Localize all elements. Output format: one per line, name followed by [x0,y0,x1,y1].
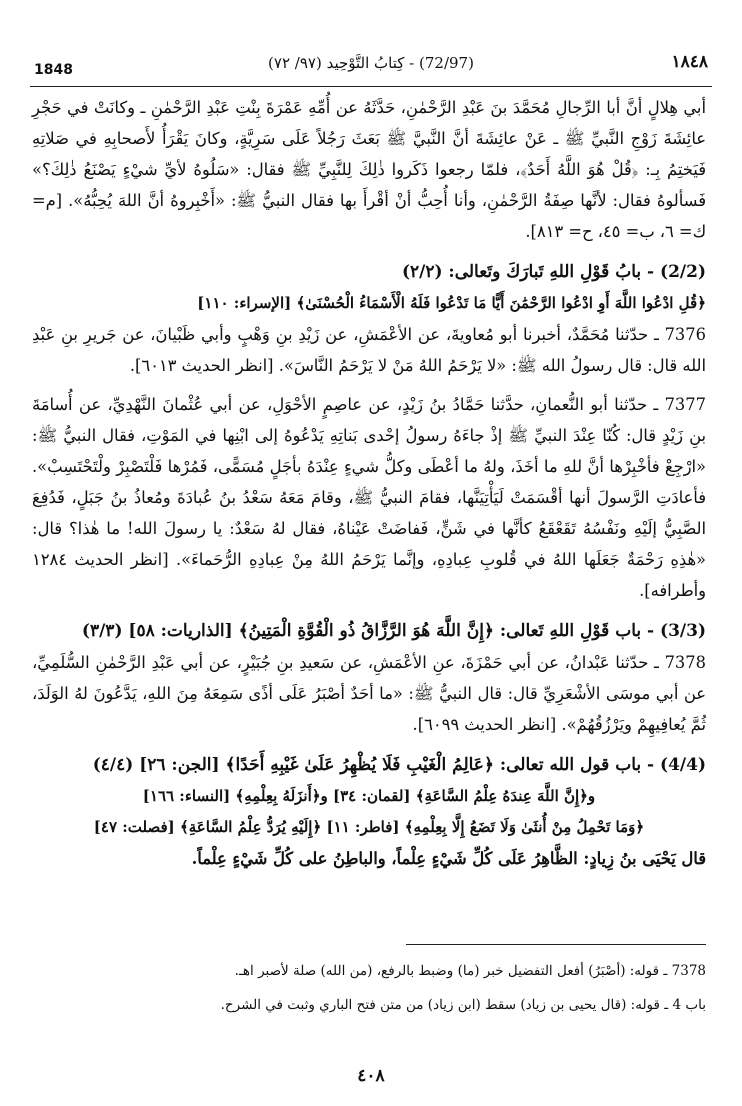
hadith-7377: 7377 ـ حدّثنا أبو النُّعمانِ، حدَّثنا حَمَّادُ بنُ زَيْدٍ، عن عاصِمٍ الأحْوَلِ، عن أبي عُثْمانَ النَّهْدِيِّ، عن أُسامَةَ بنِ زَيْدٍ قال: كُنّا عِنْدَ النبيِّ ﷺ إذْ جاءَهُ رسولُ إحْدى بَناتِهِ يَدْعُوهُ إلى ابْنِها في المَوْتِ، فقال النبيُّ ﷺ: «ارْجِعْ فأخْبِرْها أنَّ للهِ ما أخَذَ، ولهُ ما أعْطَى وكلُّ شيءٍ عِنْدَهُ بأجَلٍ مُسَمًّى، فَمُرْها فَلْتَصْبِرْ ولْتَحْتَسِبْ». فأعادَتِ الرَّسولَ أنها أقْسَمَتْ لَيَأْتِيَنَّها، فقامَ النبيُّ ﷺ، وقامَ مَعَهُ سَعْدُ بنُ عُبادَةَ ومُعاذُ بنُ جَبَلٍ، فَدُفِعَ الصَّبِيُّ إلَيْهِ ونَفْسُهُ تَقَعْقَعُ كأنَّها في شَنٍّ، فَفاضَتْ عَيْناهُ، فقال لهُ سَعْدٌ: يا رسولَ الله! ما هٰذا؟ قال: «هٰذِهِ رَحْمَةٌ جَعَلَها اللهُ في قُلوبِ عِبادِهِ، وإنَّما يَرْحَمُ اللهُ مِنْ عِبادِهِ الرُّحَماءَ». [انظر الحديث ١٢٨٤ وأطرافه]. [32,395,706,600]
footnote: باب 4 ـ قوله: (قال يحيى بن زياد) سقط (ابن زياد) من متن فتح الباري وثبت في الشرح. [220,997,706,1013]
page-footer-number: ٤٠٨ [357,1066,385,1086]
page-header [30,38,712,87]
page-number-latin: 1848 [34,62,73,78]
page-number-arabic: ١٨٤٨ [671,52,708,72]
narration-yahya: قال يَحْيَى بنُ زِيادٍ: الظَّاهِرُ عَلَى كُلِّ شَيْءٍ عِلْماً، والباطِنُ على كُلِّ شَيْءٍ عِلْماً. [191,849,706,868]
paragraph-continuation: أبي هِلالٍ أنَّ أبا الرِّجالِ مُحَمَّدَ بنَ عَبْدِ الرَّحْمٰنِ، حَدَّثَهُ عن أُمِّهِ عَمْرَةَ بِنْتِ عَبْدِ الرَّحْمٰنِ ـ وكانَتْ في حَجْرِ عائِشَةَ زَوْجِ النَّبيِّ ﷺ ـ عَنْ عائِشَةَ أنَّ النَّبيَّ ﷺ بَعَثَ رَجُلاً عَلَى سَرِيَّةٍ، وكانَ يَقْرَأُ لأَصحابِهِ في صَلاتِهِ فَيَختِمُ بِـ: ﴿قُلْ هُوَ اللَّهُ أَحَدٌ﴾، فلمّا رجعوا ذَكَروا ذٰلِكَ لِلنَّبِيِّ ﷺ فقال: «سَلُوهُ لأيِّ شيْءٍ يَصْنَعُ ذٰلِكَ؟» فَسألوهُ فقال: لأنَّها صِفَةُ الرَّحْمٰنِ، وأنا أُحِبُّ أنْ أقْرأَ بها فقال النبيُّ ﷺ: «أَخْبِروهُ أنَّ اللهَ يُحِبُّهُ». [م= ك= ٦، ب= ٤٥، ح= ٨١٣]. [32,98,706,241]
footnote: 7378 ـ قوله: (أصْبَرُ) أفعل التفضيل خبر (ما) وضبط بالرفع، (من الله) صلة لأصبر اهـ. [234,963,706,979]
hadith-7376: 7376 ـ حدّثنا مُحَمَّدٌ، أخبرنا أبو مُعاويةَ، عن الأعْمَشِ، عن زَيْدِ بنِ وَهْبٍ وأبي ظَبْيانَ، عن جَريرِ بنِ عَبْدِ الله قال: قال رسولُ الله ﷺ: «لا يَرْحَمُ اللهُ مَنْ لا يَرْحَمُ النَّاسَ». [انظر الحديث ٦٠١٣]. [32,325,706,375]
quran-verse: و﴿إِنَّ اللَّهَ عِندَهُ عِلْمُ السَّاعَةِ﴾ [لقمان: ٣٤] و﴿أَنزَلَهُ بِعِلْمِهِ﴾ [النساء: ١٦٦] [142,787,596,805]
footnote-divider [406,944,706,945]
chapter-heading-3: (3/3) - باب قَوْلِ اللهِ تَعالى: ﴿إِنَّ اللَّهَ هُوَ الرَّزَّاقُ ذُو الْقُوَّةِ الْمَتِينُ﴾ [الذاريات: ٥٨] (٣/٣) [81,621,706,641]
chapter-heading-4: (4/4) - باب قول الله تعالى: ﴿عَالِمُ الْغَيْبِ فَلَا يُظْهِرُ عَلَىٰ غَيْبِهِ أَحَدًا﴾ [الجن: ٢٦] (٤/٤) [92,755,706,775]
main-text [32,92,706,874]
quran-verse: ﴿قُلِ ادْعُوا اللَّهَ أَوِ ادْعُوا الرَّحْمَٰنَ أَيًّا مَا تَدْعُوا فَلَهُ الْأَسْمَاءُ الْحُسْنَىٰ﴾ [الإسراء: ١١٠] [197,294,706,312]
chapter-title: (72/97) - كِتابُ التَّوْحِيد (٩٧/ ٧٢) [268,54,474,72]
quran-verse: ﴿وَمَا تَحْمِلُ مِنْ أُنثَىٰ وَلَا تَضَعُ إِلَّا بِعِلْمِهِ﴾ [فاطر: ١١] ﴿إِلَيْهِ يُرَدُّ عِلْمُ السَّاعَةِ﴾ [فصلت: ٤٧] [93,818,645,836]
footnotes [32,954,706,1022]
chapter-heading-2: (2/2) - بابُ قَوْلِ اللهِ تَبارَكَ وتَعالى: (٢/٢) [401,262,706,282]
hadith-7378: 7378 ـ حدّثنا عَبْدانُ، عن أبي حَمْزَةَ، عنِ الأعْمَشِ، عن سَعيدِ بنِ جُبَيْرٍ، عن أبي عَبْدِ الرَّحْمٰنِ السُّلَمِيِّ، عن أبي موسَى الأشْعَرِيِّ قال: قال النبيُّ ﷺ: «ما أحَدٌ أصْبَرُ عَلَى أذًى سَمِعَهُ مِنَ اللهِ، يَدَّعُونَ لهُ الوَلَدَ، ثُمَّ يُعافِيهِمْ ويَرْزُقُهُمْ». [انظر الحديث ٦٠٩٩]. [32,653,706,734]
